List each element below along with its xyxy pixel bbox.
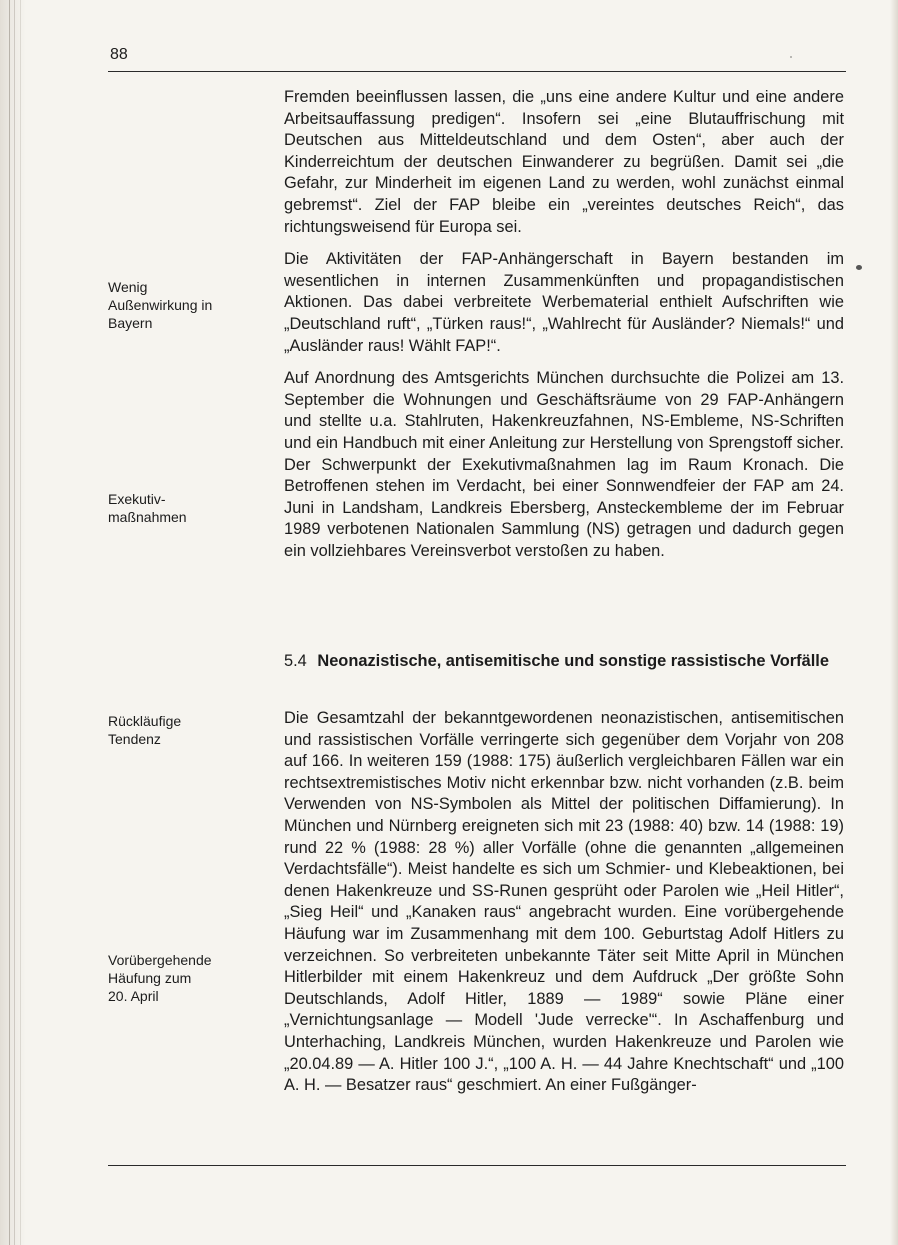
- spine-line: [20, 0, 21, 1245]
- page-number: 88: [110, 46, 128, 63]
- margin-note-exekutivmassnahmen: Exekutiv- maßnahmen: [108, 491, 187, 525]
- footer-rule: [108, 1165, 846, 1166]
- section-heading: [284, 651, 844, 673]
- spine-line: [14, 0, 15, 1245]
- paragraph-fremden: Fremden beeinflussen lassen, die „uns eine andere Kultur und eine andere Arbeitsauffassung predigen“. Insofern sei „eine Blutauffrischung mit Deutschen aus Mitteldeutschland und dem Osten“, aber auch der Kinderreichtum der deutschen Einwanderer zu begrüßen. Damit sei „die Gefahr, zur Minderheit im eigenen Land zu werden, wohl zunächst einmal gebremst“. Ziel der FAP bleibe ein „vereintes deutsches Reich“, das richtungsweisend für Europa sei.: [284, 88, 844, 236]
- margin-note-voruebergehende-haeufung: Vorübergehende Häufung zum 20. April: [108, 952, 212, 1004]
- scan-speck: [790, 56, 792, 58]
- page-edge-shadow: [890, 0, 898, 1245]
- spine-line: [9, 0, 10, 1245]
- margin-note-wenig-aussenwirkung: Wenig Außenwirkung in Bayern: [108, 279, 213, 331]
- section-number: 5.4: [284, 652, 307, 670]
- section-title: Neonazistische, antisemitische und sonstige rassistische Vorfälle: [317, 652, 829, 670]
- paragraph-anordnung: Auf Anordnung des Amtsgerichts München durchsuchte die Polizei am 13. September die Wohnungen und Geschäftsräume von 29 FAP-Anhängern und stellte u.a. Stahlruten, Hakenkreuzfahnen, NS-Embleme, NS-Schriften und ein Handbuch mit einer Anleitung zur Herstellung von Sprengstoff sicher. Der Schwerpunkt der Exekutivmaßnahmen lag im Raum Kronach. Die Betroffenen stehen im Verdacht, bei einer Sonnwendfeier der FAP am 24. Juni in Landsham, Landkreis Ebersberg, Ansteckembleme der im Februar 1989 verbotenen Nationalen Sammlung (NS) getragen und dadurch gegen ein vollziehbares Vereinsverbot verstoßen zu haben.: [284, 369, 844, 560]
- main-text-block-2: [284, 708, 844, 1097]
- main-text-block-1: [284, 87, 844, 562]
- scan-speck: [856, 265, 862, 270]
- book-spine-shadow: [0, 0, 26, 1245]
- header-rule: [108, 71, 846, 72]
- margin-note-ruecklaeufige-tendenz: Rückläufige Tendenz: [108, 713, 182, 747]
- paragraph-aktivitaeten: Die Aktivitäten der FAP-Anhängerschaft in Bayern bestanden im wesentlichen in internen Zusammenkünften und propagandistischen Aktionen. Das dabei verbreitete Werbematerial enthielt Aufschriften wie „Deutschland ruft“, „Türken raus!“, „Wahlrecht für Ausländer? Niemals!“ und „Ausländer raus! Wählt FAP!“.: [284, 250, 844, 355]
- paragraph-gesamtzahl: Die Gesamtzahl der bekanntgewordenen neonazistischen, antisemitischen und rassistischen Vorfälle verringerte sich gegenüber dem Vorjahr von 208 auf 166. In weiteren 159 (1988: 175) äußerlich vergleichbaren Fällen war ein rechtsextremistisches Motiv nicht erkennbar bzw. nicht vorhanden (z.B. beim Verwenden von NS-Symbolen als Mittel der politischen Diffamierung). In München und Nürnberg ereigneten sich mit 23 (1988: 40) bzw. 14 (1988: 19) rund 22 % (1988: 28 %) aller Vorfälle (ohne die genannten „allgemeinen Verdachtsfälle“). Meist handelte es sich um Schmier- und Klebeaktionen, bei denen Hakenkreuze und SS-Runen gesprüht oder Parolen wie „Heil Hitler“, „Sieg Heil“ und „Kanaken raus“ angebracht wurden. Eine vorübergehende Häufung war im Zusammenhang mit dem 100. Geburtstag Adolf Hitlers zu verzeichnen. So verbreiteten unbekannte Täter seit Mitte April in München Hitlerbilder mit einem Hakenkreuz und dem Aufdruck „Der größte Sohn Deutschlands, Adolf Hitler, 1889 — 1989“ sowie Pläne einer „Vernichtungsanlage — Modell 'Jude verrecke'“. In Aschaffenburg und Unterhaching, Landkreis München, wurden Hakenkreuze und Parolen wie „20.04.89 — A. Hitler 100 J.“, „100 A. H. — 44 Jahre Knechtschaft“ und „100 A. H. — Besatzer raus“ geschmiert. An einer Fußgänger-: [284, 709, 844, 1095]
